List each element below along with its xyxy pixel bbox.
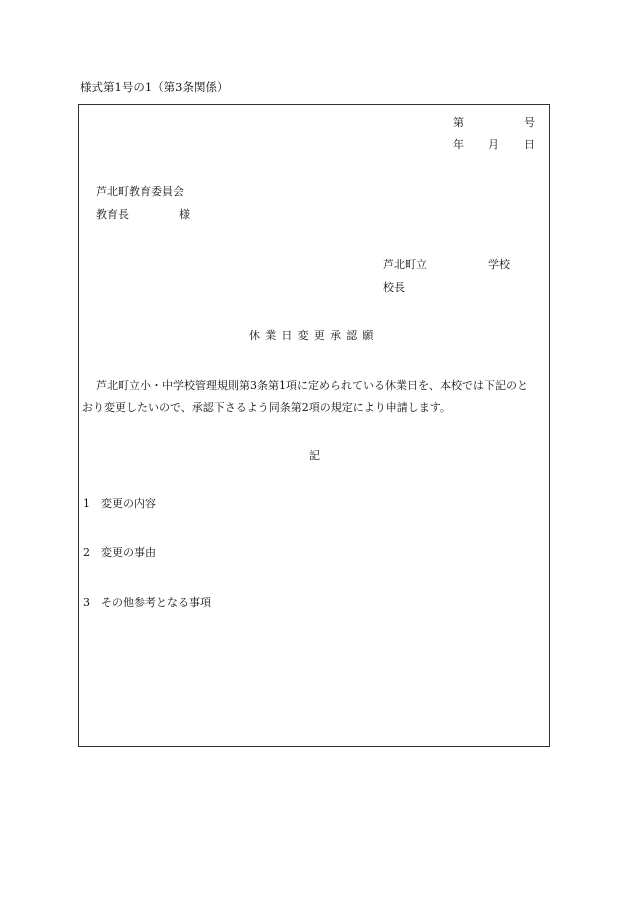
item-label: その他参考となる事項 [101,596,211,609]
form-number: 様式第1号の1（第3条関係） [80,80,229,94]
form-frame [78,104,550,747]
document-number-prefix: 第 [453,116,464,129]
list-item [83,547,156,558]
list-item [83,597,211,608]
addressee-honorific: 様 [179,208,190,221]
document-number-suffix: 号 [524,116,535,129]
ki-heading: 記 [309,449,320,462]
body-text-line-1: 芦北町立小・中学校管理規則第3条第1項に定められている休業日を、本校では下記のと [96,379,528,392]
date-year-label: 年 [453,138,464,151]
list-item [83,498,156,509]
sender-school-prefix: 芦北町立 [383,258,427,271]
document-title: 休業日変更承認願 [249,329,379,342]
item-number: 3 [83,596,90,609]
date-day-label: 日 [524,138,535,151]
item-label: 変更の内容 [101,497,156,510]
item-number: 1 [83,497,90,510]
item-label: 変更の事由 [101,546,156,559]
date-month-label: 月 [488,138,499,151]
sender-principal: 校長 [383,281,405,294]
addressee-organization: 芦北町教育委員会 [96,185,184,198]
body-text-line-2: おり変更したいので、承認下さるよう同条第2項の規定により申請します。 [82,401,451,414]
sender-school-suffix: 学校 [488,258,510,271]
item-number: 2 [83,546,90,559]
addressee-title: 教育長 [96,208,129,221]
